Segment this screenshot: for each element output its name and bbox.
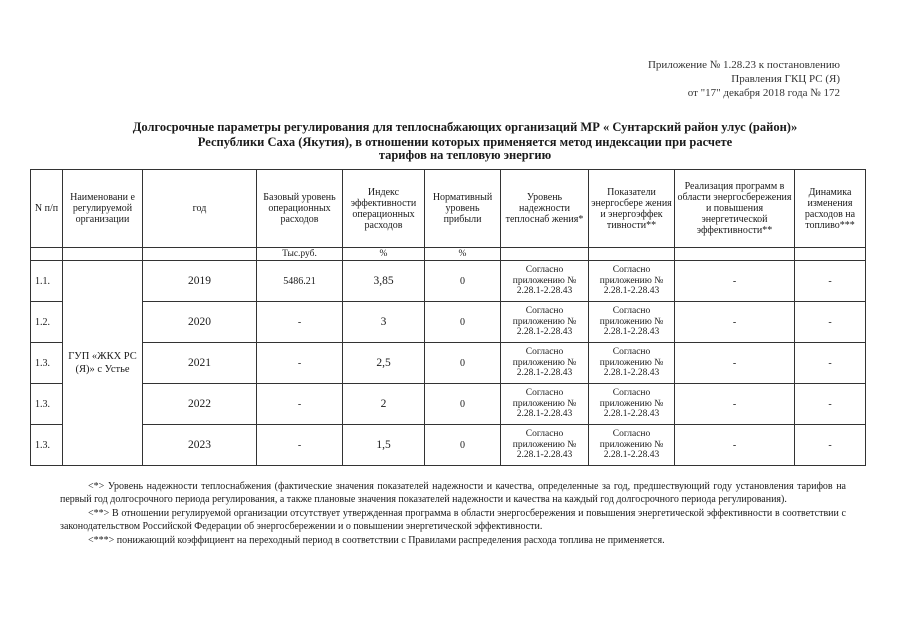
unit-index: % [343,248,425,261]
row-number: 1.3. [31,343,63,384]
appendix-line-2: Правления ГКЦ РС (Я) [731,73,840,85]
footnotes [60,481,846,550]
row-programs: - [675,384,795,425]
row-profit: 0 [425,384,501,425]
row-fuel: - [795,302,866,343]
header-year: год [143,170,257,248]
header-energy-saving: Показатели энергосбере жения и энергоэффек тивности** [589,170,675,248]
table-row [31,261,866,302]
row-number: 1.3. [31,425,63,466]
row-year: 2022 [143,384,257,425]
row-fuel: - [795,425,866,466]
row-index: 3,85 [343,261,425,302]
table-row [31,425,866,466]
row-reliability: Согласно приложению № 2.28.1-2.28.43 [501,384,589,425]
row-energy: Согласно приложению № 2.28.1-2.28.43 [589,425,675,466]
row-reliability: Согласно приложению № 2.28.1-2.28.43 [501,343,589,384]
row-index: 2 [343,384,425,425]
row-energy: Согласно приложению № 2.28.1-2.28.43 [589,343,675,384]
row-index: 2,5 [343,343,425,384]
row-number: 1.3. [31,384,63,425]
header-number: N п/п [31,170,63,248]
document-title [70,120,860,163]
unit-profit: % [425,248,501,261]
row-fuel: - [795,261,866,302]
row-base: - [257,302,343,343]
title-line-2: Республики Саха (Якутия), в отношении которых применяется метод индексации при расчете [197,135,733,149]
title-line-3: тарифов на тепловую энергию [378,148,552,162]
row-programs: - [675,343,795,384]
row-base: - [257,384,343,425]
row-base: 5486.21 [257,261,343,302]
row-year: 2019 [143,261,257,302]
row-fuel: - [795,384,866,425]
row-profit: 0 [425,261,501,302]
row-energy: Согласно приложению № 2.28.1-2.28.43 [589,261,675,302]
appendix-line-3: от "17" декабря 2018 года № 172 [687,87,840,99]
footnote-fuel: <***> понижающий коэффициент на переходный период в соответствии с Правилами распределения расхода топлива не применяется. [88,535,665,546]
row-base: - [257,343,343,384]
row-number: 1.2. [31,302,63,343]
footnote-reliability: <*> Уровень надежности теплоснабжения (фактические значения показателей надежности и качества, определенные за год, предшествующий году установления тарифов на первый год долгосрочного периода регулирования, а также плановые значения показателей надежности и качества на каждый год долгосрочного периода регулирования). [60,481,846,505]
header-reliability: Уровень надежности теплоснаб жения* [501,170,589,248]
row-number: 1.1. [31,261,63,302]
row-energy: Согласно приложению № 2.28.1-2.28.43 [589,384,675,425]
footnote-energy-program: <**> В отношении регулируемой организации отсутствует утвержденная программа в области энергосбережения и повышения энергетической эффективности в соответствии с законодательством Российской Федерации об энергосбережении и о повышении энергетической эффективности. [60,508,846,532]
table-header-row [31,170,866,248]
row-programs: - [675,302,795,343]
appendix-line-1: Приложение № 1.28.23 к постановлению [647,59,840,71]
organization-name: ГУП «ЖКХ РС (Я)» с Устье [63,261,143,466]
row-reliability: Согласно приложению № 2.28.1-2.28.43 [501,261,589,302]
row-reliability: Согласно приложению № 2.28.1-2.28.43 [501,302,589,343]
row-index: 3 [343,302,425,343]
row-year: 2023 [143,425,257,466]
parameters-table [30,169,866,466]
row-profit: 0 [425,343,501,384]
appendix-reference [480,58,840,100]
table-row [31,302,866,343]
row-fuel: - [795,343,866,384]
title-line-1: Долгосрочные параметры регулирования для теплоснабжающих организаций МР « Сунтарский район улус (район)» [132,120,798,134]
table-units-row [31,248,866,261]
unit-base: Тыс.руб. [257,248,343,261]
header-base-level: Базовый уровень операционных расходов [257,170,343,248]
table-row [31,384,866,425]
row-year: 2020 [143,302,257,343]
row-year: 2021 [143,343,257,384]
row-reliability: Согласно приложению № 2.28.1-2.28.43 [501,425,589,466]
row-energy: Согласно приложению № 2.28.1-2.28.43 [589,302,675,343]
table-row [31,343,866,384]
header-efficiency-index: Индекс эффективности операционных расходов [343,170,425,248]
header-fuel-dynamics: Динамика изменения расходов на топливо*** [795,170,866,248]
header-programs: Реализация программ в области энергосбережения и повышения энергетической эффективности** [675,170,795,248]
header-organization: Наименовани е регулируемой организации [63,170,143,248]
row-profit: 0 [425,425,501,466]
row-base: - [257,425,343,466]
header-profit-level: Нормативный уровень прибыли [425,170,501,248]
row-profit: 0 [425,302,501,343]
row-programs: - [675,261,795,302]
row-programs: - [675,425,795,466]
row-index: 1,5 [343,425,425,466]
